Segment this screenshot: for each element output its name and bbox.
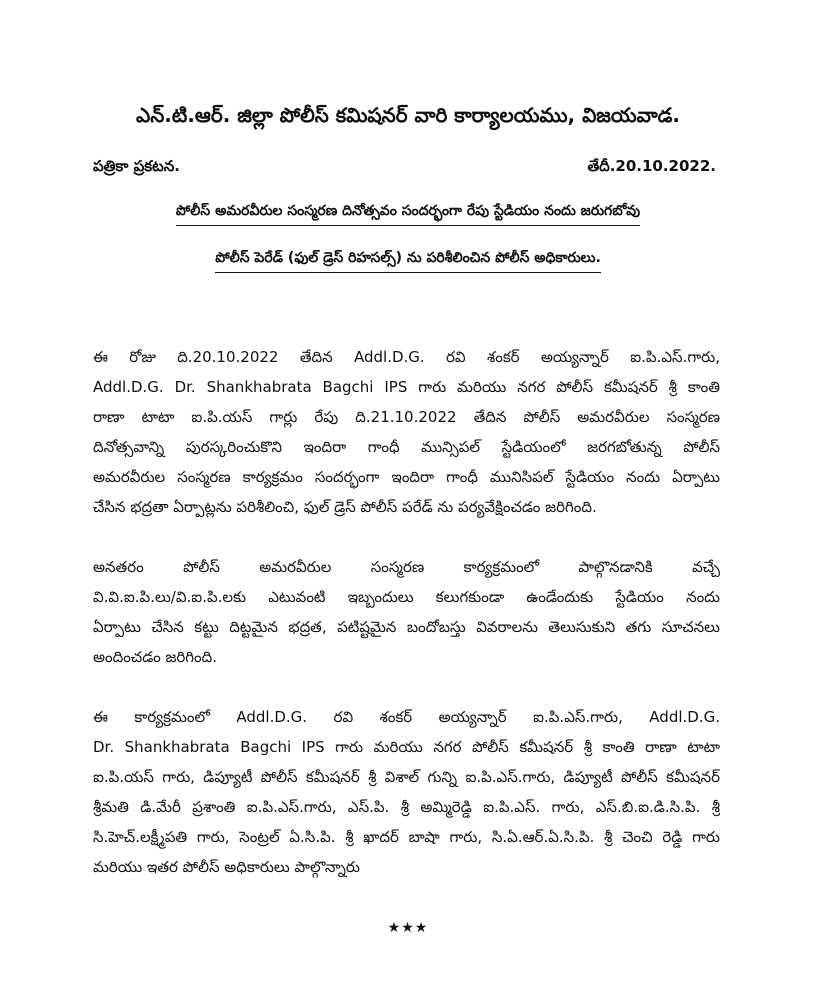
release-date: తేదీ.20.10.2022. [587, 157, 716, 175]
paragraph-2-line: అనతరం పోలీస్ అమరవీరుల సంస్మరణ కార్యక్రమంలో పాల్గొనడానికి వచ్చే [93, 558, 720, 576]
paragraph-3-line: శ్రీమతి డి.మేరీ ప్రశాంతి ఐ.పి.ఎస్.గారు, ఎస్.పి. శ్రీ అమ్మిరెడ్డి ఐ.పి.ఎస్. గారు, ఎస్.బి.ఐ.డి.సి.పి. శ్రీ [93, 798, 720, 816]
headline-line-2-text: పోలీస్ పెరేడ్ (ఫుల్ డ్రెస్ రిహసల్స్) ను పరిశీలించిన పోలీస్ అధికారులు. [215, 247, 601, 273]
paragraph-1-line: ఈ రోజు ది.20.10.2022 తేదిన Addl.D.G. రవి శంకర్ అయ్యన్నార్ ఐ.పి.ఎస్.గారు, [93, 348, 720, 366]
paragraph-3-line: ఐ.పి.యస్ గారు, డిప్యూటీ పోలీస్ కమీషనర్ శ్రీ విశాల్ గున్ని ఐ.పి.ఎస్.గారు, డిప్యూటీ పోలీస్ కమీషనర్ [93, 768, 720, 786]
paragraph-1-line: రాణా టాటా ఐ.పి.యస్ గార్లు రేపు ది.21.10.2022 తేదిన పోలీస్ అమరవీరుల సంస్మరణ [93, 408, 720, 426]
paragraph-3-line: మరియు ఇతర పోలీస్ అధికారులు పాల్గొన్నారు [93, 858, 360, 876]
headline-line-2 [0, 247, 816, 273]
office-title: ఎన్.టి.ఆర్. జిల్లా పోలీస్ కమిషనర్ వారి కార్యాలయము, విజయవాడ. [135, 103, 681, 127]
paragraph-3-line: సి.హెచ్.లక్ష్మీపతి గారు, సెంట్రల్ ఏ.సి.పి. శ్రీ ఖాదర్ బాషా గారు, సి.ఏ.ఆర్.ఏ.సి.పి. శ్రీ చెంచి రెడ్డి గారు [93, 828, 720, 846]
paragraph-3-line: Dr. Shankhabrata Bagchi IPS గారు మరియు నగర పోలీస్ కమీషనర్ శ్రీ కాంతి రాణా టాటా [93, 738, 720, 756]
headline-line-1 [0, 200, 816, 226]
paragraph-2-line: ఏర్పాటు చేసిన కట్టు దిట్టమైన భద్రత, పటిష్టమైన బందోబస్తు వివరాలను తెలుసుకుని తగు సూచనలు [93, 618, 720, 636]
paragraph-2-line: అందించడం జరిగింది. [93, 648, 218, 666]
headline-line-1-text: పోలీస్ అమరవీరుల సంస్మరణ దినోత్సవం సందర్భంగా రేపు స్టేడియం నందు జరుగబోవు [176, 200, 640, 226]
paragraph-1-line: అమరవీరుల సంస్మరణ కార్యక్రమం సందర్భంగా ఇందిరా గాంధీ మునిసిపల్ స్టేడియం నందు ఏర్పాటు [93, 468, 720, 486]
paragraph-3-line: ఈ కార్యక్రమంలో Addl.D.G. రవి శంకర్ అయ్యన్నార్ ఐ.పి.ఎస్.గారు, Addl.D.G. [93, 708, 720, 726]
paragraph-1-line: Addl.D.G. Dr. Shankhabrata Bagchi IPS గారు మరియు నగర పోలీస్ కమీషనర్ శ్రీ కాంతి [93, 378, 720, 396]
body-paragraph-1 [93, 342, 720, 522]
paragraph-1-line: దినోత్సవాన్ని పురస్కరించుకొని ఇందిరా గాంధీ మున్సిపల్ స్టేడియంలో జరగబోతున్న పోలీస్ [93, 438, 720, 456]
press-release-label: పత్రికా ప్రకటన. [93, 157, 180, 175]
body-paragraph-3 [93, 702, 720, 882]
paragraph-2-line: వి.వి.ఐ.పి.లు/వి.ఐ.పి.లకు ఎటువంటి ఇబ్బందులు కలుగకుండా ఉండేందుకు స్టేడియం నందు [93, 588, 720, 606]
end-marker-stars: ★★★ [387, 920, 429, 936]
body-paragraph-2 [93, 552, 720, 672]
paragraph-1-line: చేసిన భద్రతా ఏర్పాట్లను పరిశీలించి, ఫుల్ డ్రెస్ పోలీస్ పరేడ్ ను పర్యవేక్షించడం జరిగింది. [93, 498, 597, 516]
